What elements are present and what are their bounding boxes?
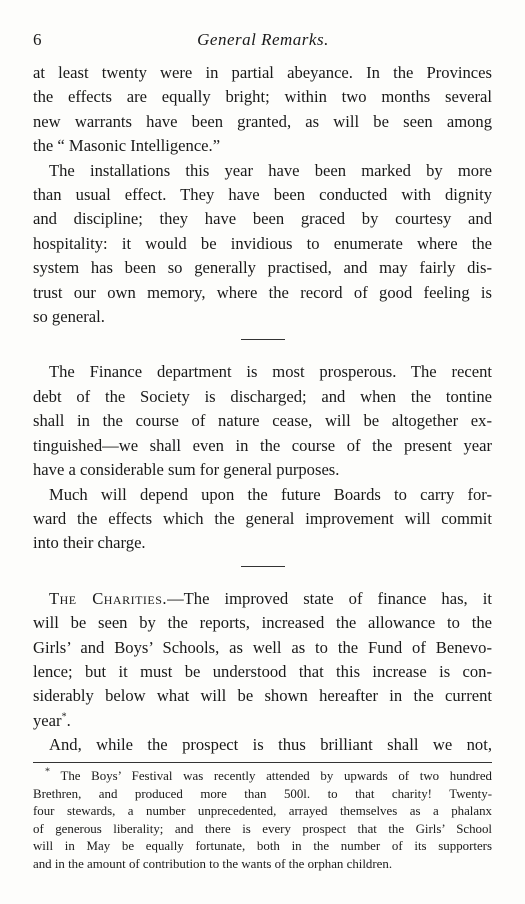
text-line: will be seen by the reports, increased the allowance to the	[33, 613, 492, 633]
text-line: Much will depend upon the future Boards to carry for-	[49, 484, 492, 504]
text-line: system has been so generally practised, and may fairly dis-	[33, 258, 492, 278]
page-header	[33, 30, 493, 54]
text-line: siderably below what will be shown hereafter in the current	[33, 686, 492, 706]
text-fragment: year	[33, 710, 62, 730]
paragraph-5	[33, 587, 492, 733]
paragraph-3	[33, 360, 492, 482]
footnote-text	[33, 768, 492, 874]
text-line: the “ Masonic Intelligence.”	[33, 136, 221, 156]
text-line: will in May be equally fortunate, both in the number of its supporters	[33, 839, 492, 854]
section-divider	[241, 566, 285, 567]
text-line: trust our own memory, where the record of good feeling is	[33, 282, 492, 302]
section-divider	[241, 339, 285, 340]
text-line: hospitality: it would be invidious to enumerate where the	[33, 233, 492, 253]
paragraph-1	[33, 61, 492, 159]
text-line: at least twenty were in partial abeyance. In the Provinces	[33, 63, 492, 82]
text-line: debt of the Society is discharged; and when the tontine	[33, 386, 492, 406]
page-number: 6	[33, 30, 42, 49]
body-text	[33, 61, 492, 758]
text-line: so general.	[33, 307, 105, 327]
text-line: have a considerable sum for general purposes.	[33, 460, 340, 480]
text-line: Brethren, and produced more than 500l. to that charity! Twenty-	[33, 786, 492, 801]
text-line: into their charge.	[33, 533, 146, 553]
text-line: tinguished—we shall even in the course of the present year	[33, 435, 492, 455]
section-lead: The Charities.	[49, 588, 168, 608]
paragraph-2	[33, 159, 492, 330]
paragraph-4	[33, 483, 492, 556]
text-line	[33, 768, 492, 786]
text-line: four stewards, a number unprecedented, arrayed themselves as a phalanx	[33, 804, 492, 819]
footnote-marker: *	[61, 711, 67, 723]
text-line: and in the amount of contribution to the wants of the orphan children.	[33, 856, 393, 871]
text-line: lence; but it must be understood that this increase is con-	[33, 661, 492, 681]
footnote-divider	[33, 762, 492, 763]
text-line: and discipline; they have been graced by courtesy and	[33, 209, 492, 229]
footnote	[33, 768, 492, 874]
text-line: shall in the course of nature cease, will be altogether ex-	[33, 411, 492, 431]
text-line	[33, 587, 492, 611]
text-fragment: The Boys’ Festival was recently attended by upwards of two hundred	[50, 769, 492, 783]
text-line: Girls’ and Boys’ Schools, as well as to the Fund of Benevo-	[33, 637, 492, 657]
paragraph-6	[33, 733, 492, 757]
text-line: of generous liberality; and there is every prospect that the Girls’ School	[33, 821, 492, 836]
text-line: The Finance department is most prosperous. The recent	[49, 362, 492, 382]
text-line: And, while the prospect is thus brilliant shall we not,	[49, 735, 492, 755]
running-title: General Remarks.	[197, 30, 329, 49]
text-line: than usual effect. They have been conducted with dignity	[33, 185, 492, 205]
text-fragment: .	[66, 710, 71, 730]
text-line: ward the effects which the general improvement will commit	[33, 508, 492, 528]
footnote-marker: *	[45, 766, 50, 778]
text-line: the effects are equally bright; within two months several	[33, 87, 492, 107]
text-line: The installations this year have been marked by more	[49, 160, 492, 180]
text-line: new warrants have been granted, as will be seen among	[33, 111, 492, 131]
text-line	[33, 709, 492, 733]
text-fragment: —The improved state of finance has, it	[167, 588, 492, 608]
